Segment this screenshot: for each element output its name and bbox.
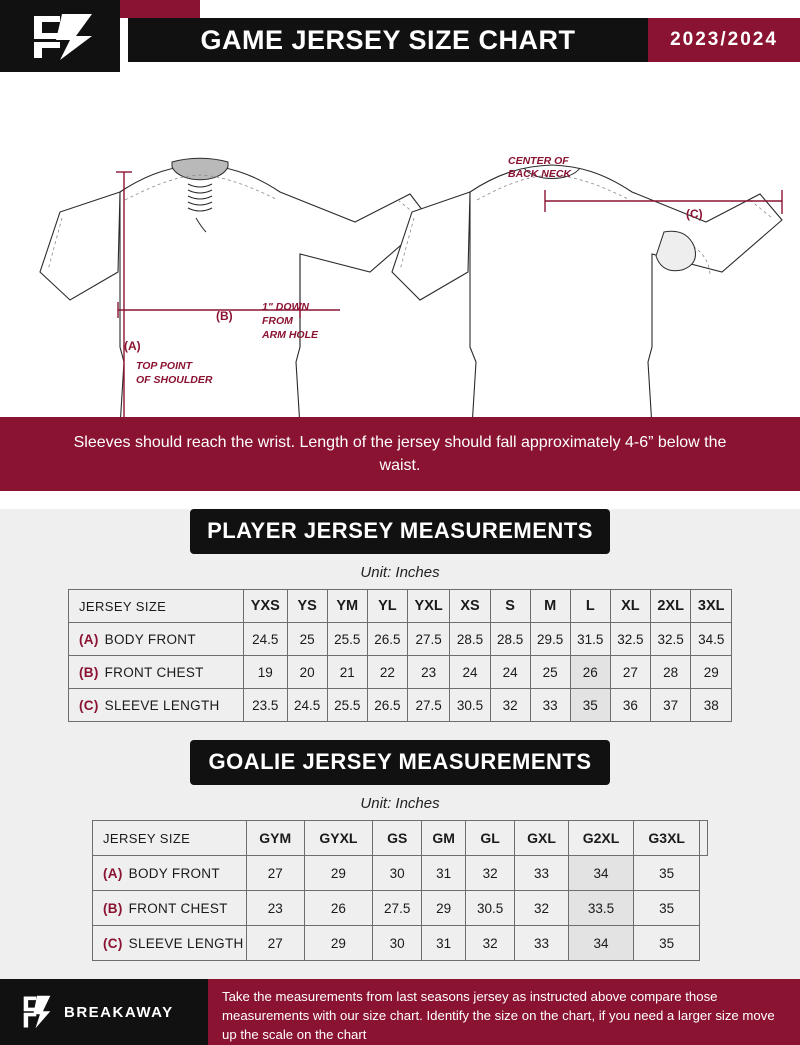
cell: 20 [287,656,327,689]
cell: 26 [304,891,372,926]
cell: 27.5 [372,891,421,926]
player-row-sleeve-length [69,689,244,722]
note-shoulder-line2: OF SHOULDER [136,374,213,386]
cell: 35 [570,689,610,722]
player-size-l: L [570,590,610,623]
cell: 27.5 [407,623,450,656]
fit-note-bar: Sleeves should reach the wrist. Length of the jersey should fall approximately 4-6” below the waist. [0,417,800,491]
player-row-front-chest-label: FRONT CHEST [104,664,204,680]
cell: 32 [515,891,568,926]
player-size-s: S [490,590,530,623]
label-c-back: (C) [686,207,703,221]
tag-a: (A) [79,631,99,647]
page-header [0,0,800,72]
cell: 33.5 [568,891,634,926]
goalie-size-g3xl: G3XL [634,821,700,856]
table-header-row [93,821,708,856]
cell: 31.5 [570,623,610,656]
spacer-cell [700,821,708,856]
goalie-row-front-chest-label: FRONT CHEST [128,900,228,916]
goalie-row-sleeve-length-label: SLEEVE LENGTH [128,935,244,951]
player-size-xl: XL [610,590,650,623]
label-a-front: (A) [124,339,141,353]
cell: 31 [422,856,466,891]
player-measurements-table [68,589,732,722]
tag-c: (C) [103,935,123,951]
cell: 36 [610,689,650,722]
goalie-size-gxl: GXL [515,821,568,856]
player-size-yl: YL [367,590,407,623]
cell: 26.5 [367,689,407,722]
cell: 28 [650,656,691,689]
cell: 35 [634,891,700,926]
cell: 23 [407,656,450,689]
cell: 31 [422,926,466,961]
note-shoulder-line1: TOP POINT [136,360,193,372]
cell: 29 [422,891,466,926]
jersey-diagram [0,72,800,417]
table-row [93,926,708,961]
footer-brand-block [0,979,208,1045]
back-jersey-illustration [392,165,782,417]
cell: 29.5 [530,623,570,656]
footer-brand-name: BREAKAWAY [64,1003,174,1021]
measurements-body [0,509,800,979]
cell: 34 [568,856,634,891]
cell: 24 [490,656,530,689]
cell: 28.5 [490,623,530,656]
player-size-m: M [530,590,570,623]
goalie-row-header: JERSEY SIZE [93,821,247,856]
cell: 24.5 [287,689,327,722]
breakaway-b-logo-icon [22,995,52,1029]
cell: 25 [287,623,327,656]
cell: 38 [691,689,732,722]
cell: 19 [244,656,288,689]
tag-a: (A) [103,865,123,881]
tag-c: (C) [79,697,99,713]
goalie-size-gl: GL [465,821,514,856]
tag-b: (B) [103,900,123,916]
cell: 32.5 [610,623,650,656]
note-arm-hole-line2: FROM [262,315,293,327]
page-footer [0,979,800,1045]
player-row-header: JERSEY SIZE [69,590,244,623]
goalie-measurements-table [92,820,708,961]
goalie-size-gyxl: GYXL [304,821,372,856]
player-size-2xl: 2XL [650,590,691,623]
player-size-xs: XS [450,590,490,623]
goalie-row-sleeve-length [93,926,247,961]
goalie-row-body-front [93,856,247,891]
cell: 26 [570,656,610,689]
table-row [93,856,708,891]
table-row [93,891,708,926]
cell: 27 [610,656,650,689]
player-size-ys: YS [287,590,327,623]
page-title: GAME JERSEY SIZE CHART [128,18,648,62]
tag-b: (B) [79,664,99,680]
cell: 27.5 [407,689,450,722]
spacer-cell [700,926,708,961]
player-size-yxs: YXS [244,590,288,623]
front-jersey-illustration [40,165,430,417]
goalie-size-g2xl: G2XL [568,821,634,856]
goalie-section-title: GOALIE JERSEY MEASUREMENTS [190,740,610,785]
player-row-sleeve-length-label: SLEEVE LENGTH [104,697,220,713]
cell: 30 [372,926,421,961]
table-row [69,656,732,689]
table-row [69,689,732,722]
cell: 33 [515,926,568,961]
footer-instructions: Take the measurements from last seasons jersey as instructed above compare those measurements with our size chart. Identify the size on the chart, if you need a larger size move up the scale on the chart [208,979,800,1045]
cell: 23.5 [244,689,288,722]
cell: 25.5 [327,623,367,656]
player-row-body-front [69,623,244,656]
note-center-back-neck-line2: BACK NECK [508,168,571,180]
cell: 30 [372,856,421,891]
cell: 32.5 [650,623,691,656]
goalie-size-gym: GYM [246,821,304,856]
cell: 34.5 [691,623,732,656]
cell: 32 [490,689,530,722]
breakaway-b-logo-icon [30,12,96,62]
player-row-front-chest [69,656,244,689]
spacer-cell [700,891,708,926]
cell: 33 [515,856,568,891]
cell: 26.5 [367,623,407,656]
goalie-row-body-front-label: BODY FRONT [128,865,220,881]
cell: 30.5 [465,891,514,926]
cell: 21 [327,656,367,689]
goalie-unit-label: Unit: Inches [360,795,440,813]
note-center-back-neck-line1: CENTER OF [508,155,569,167]
cell: 29 [304,856,372,891]
cell: 30.5 [450,689,490,722]
note-arm-hole-line1: 1" DOWN [262,301,309,313]
table-row [69,623,732,656]
goalie-row-front-chest [93,891,247,926]
cell: 24 [450,656,490,689]
cell: 29 [304,926,372,961]
cell: 32 [465,856,514,891]
cell: 27 [246,856,304,891]
table-header-row [69,590,732,623]
cell: 34 [568,926,634,961]
label-b-front: (B) [216,309,233,323]
cell: 29 [691,656,732,689]
cell: 22 [367,656,407,689]
cell: 32 [465,926,514,961]
spacer-cell [700,856,708,891]
cell: 24.5 [244,623,288,656]
cell: 35 [634,856,700,891]
season-badge: 2023/2024 [648,18,800,62]
cell: 25 [530,656,570,689]
player-unit-label: Unit: Inches [360,564,440,582]
cell: 25.5 [327,689,367,722]
player-section-title: PLAYER JERSEY MEASUREMENTS [190,509,610,554]
player-size-3xl: 3XL [691,590,732,623]
cell: 37 [650,689,691,722]
cell: 27 [246,926,304,961]
cell: 23 [246,891,304,926]
player-size-ym: YM [327,590,367,623]
goalie-size-gs: GS [372,821,421,856]
cell: 35 [634,926,700,961]
note-arm-hole-line3: ARM HOLE [262,329,318,341]
player-size-yxl: YXL [407,590,450,623]
cell: 28.5 [450,623,490,656]
player-row-body-front-label: BODY FRONT [104,631,196,647]
cell: 33 [530,689,570,722]
goalie-size-gm: GM [422,821,466,856]
